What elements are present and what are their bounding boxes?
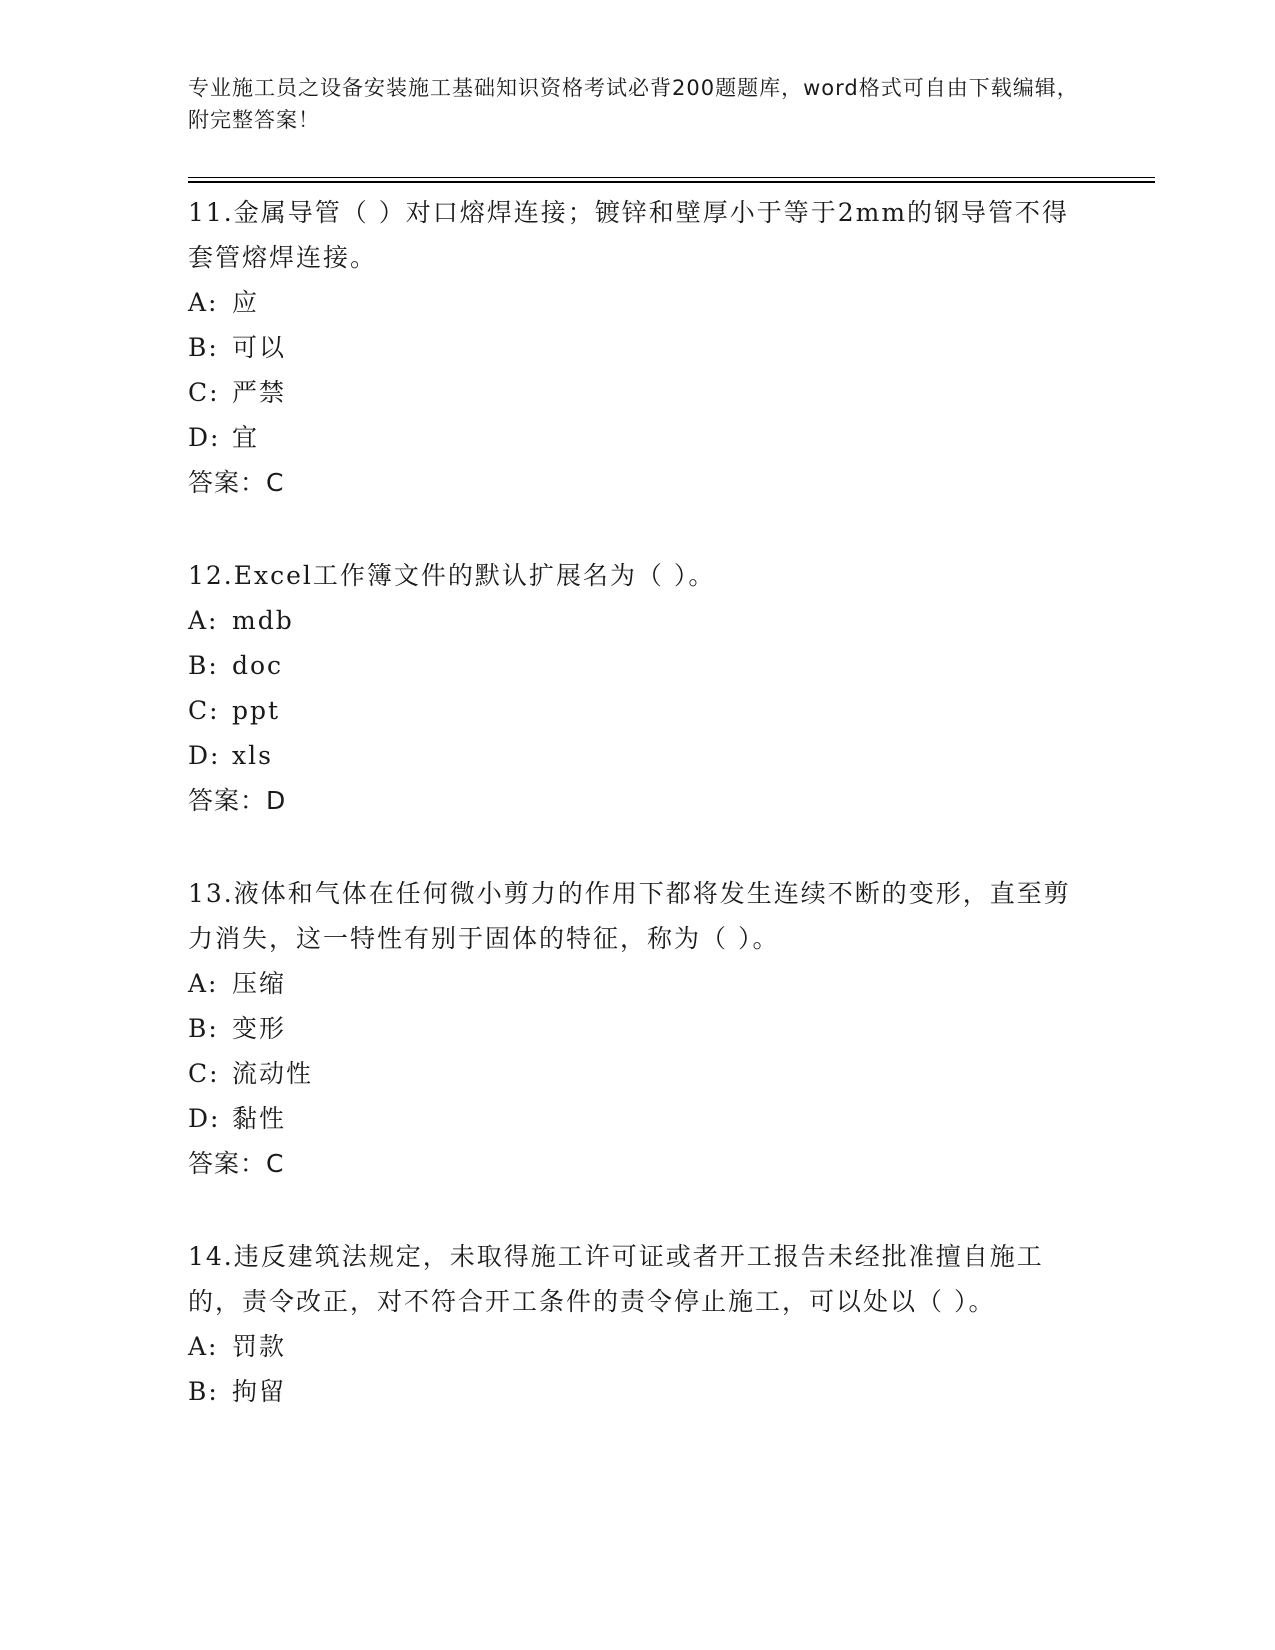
question-text: 13.液体和气体在任何微小剪力的作用下都将发生连续不断的变形，直至剪力消失，这一特性有别于固体的特征，称为（ ）。: [188, 879, 1071, 953]
option-text: 压缩: [232, 969, 287, 998]
option-text: mdb: [232, 606, 294, 635]
option-text: 黏性: [232, 1104, 287, 1133]
document-header: [188, 72, 1088, 136]
option-a: [188, 598, 1088, 643]
option-label: B:: [188, 1377, 219, 1406]
question-14: [188, 1234, 1088, 1414]
option-d: [188, 415, 1088, 460]
header-divider-thick: [188, 181, 1155, 183]
question-11: [188, 190, 1088, 505]
option-text: 拘留: [232, 1377, 287, 1406]
option-a: [188, 1324, 1088, 1369]
option-text: 变形: [232, 1014, 287, 1043]
option-label: C:: [188, 696, 220, 725]
option-label: C:: [188, 1059, 220, 1088]
option-c: [188, 688, 1088, 733]
option-label: D:: [188, 1104, 221, 1133]
question-text: 14.违反建筑法规定，未取得施工许可证或者开工报告未经批准擅自施工的，责令改正，对不符合开工条件的责令停止施工，可以处以（ ）。: [188, 1242, 1044, 1316]
option-c: [188, 370, 1088, 415]
spacer: [188, 823, 1088, 871]
option-text: 可以: [232, 333, 287, 362]
option-b: [188, 325, 1088, 370]
option-label: C:: [188, 378, 220, 407]
option-label: D:: [188, 423, 221, 452]
option-text: 罚款: [232, 1332, 287, 1361]
option-label: A:: [188, 1332, 219, 1361]
answer-line: 答案：C: [188, 468, 285, 497]
question-list: [188, 190, 1088, 1414]
option-d: [188, 733, 1088, 778]
question-text: 12.Excel工作簿文件的默认扩展名为（ ）。: [188, 561, 716, 590]
option-label: B:: [188, 333, 219, 362]
option-label: A:: [188, 288, 219, 317]
option-label: A:: [188, 606, 219, 635]
option-b: [188, 1006, 1088, 1051]
option-d: [188, 1096, 1088, 1141]
option-label: A:: [188, 969, 219, 998]
option-b: [188, 643, 1088, 688]
option-text: xls: [232, 741, 273, 770]
question-13: [188, 871, 1088, 1186]
option-text: ppt: [232, 696, 281, 725]
option-a: [188, 961, 1088, 1006]
answer-line: 答案：D: [188, 786, 287, 815]
spacer: [188, 505, 1088, 553]
option-label: B:: [188, 651, 219, 680]
option-text: 应: [232, 288, 260, 317]
spacer: [188, 1186, 1088, 1234]
option-text: 流动性: [232, 1059, 314, 1088]
option-label: B:: [188, 1014, 219, 1043]
question-text: 11.金属导管（ ）对口熔焊连接；镀锌和壁厚小于等于2mm的钢导管不得套管熔焊连接。: [188, 198, 1070, 272]
option-text: doc: [232, 651, 284, 680]
option-label: D:: [188, 741, 221, 770]
option-b: [188, 1369, 1088, 1414]
option-c: [188, 1051, 1088, 1096]
option-text: 宜: [232, 423, 260, 452]
header-title: 专业施工员之设备安装施工基础知识资格考试必背200题题库，word格式可自由下载编辑，附完整答案！: [188, 76, 1079, 132]
option-text: 严禁: [232, 378, 287, 407]
header-divider-thin: [188, 177, 1155, 178]
option-a: [188, 280, 1088, 325]
answer-line: 答案：C: [188, 1149, 285, 1178]
question-12: [188, 553, 1088, 823]
